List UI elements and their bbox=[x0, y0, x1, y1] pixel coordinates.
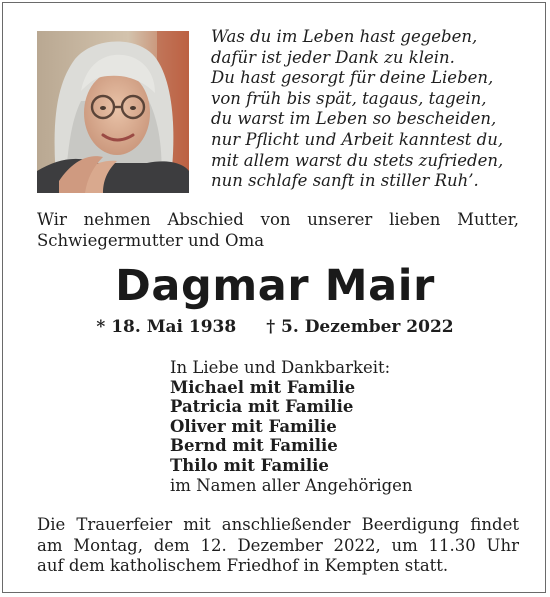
death-date: † 5. Dezember 2022 bbox=[266, 317, 454, 337]
word: Uhr bbox=[486, 535, 519, 555]
word: am bbox=[37, 535, 63, 555]
word: um bbox=[391, 535, 418, 555]
mourner-name: Bernd mit Familie bbox=[170, 436, 338, 456]
deceased-name: Dagmar Mair bbox=[115, 261, 435, 311]
poem bbox=[211, 27, 541, 192]
poem-line: dafür ist jeder Dank zu klein. bbox=[211, 47, 455, 67]
portrait-image bbox=[37, 31, 189, 193]
mourner-name: Thilo mit Familie bbox=[170, 455, 329, 475]
word: Mutter, bbox=[457, 210, 519, 229]
poem-line: du warst im Leben so bescheiden, bbox=[211, 109, 497, 129]
birth-date: * 18. Mai 1938 bbox=[96, 317, 237, 337]
poem-line: nun schlafe sanft in stiller Ruh’. bbox=[211, 171, 479, 191]
life-dates bbox=[3, 317, 547, 337]
funeral-service-info bbox=[37, 515, 519, 577]
word: Trauerfeier bbox=[76, 515, 173, 534]
obituary-card bbox=[2, 2, 546, 593]
mourner-name: Oliver mit Familie bbox=[170, 416, 337, 436]
mourner-name: Patricia mit Familie bbox=[170, 397, 354, 417]
portrait-photo bbox=[37, 31, 189, 193]
service-line-3: auf dem katholischem Friedhof in Kempten statt. bbox=[37, 556, 449, 576]
service-line-1 bbox=[37, 515, 519, 536]
word: Montag, bbox=[73, 535, 143, 555]
word: 11.30 bbox=[428, 535, 476, 555]
word: Dezember bbox=[237, 535, 323, 555]
poem-line: Was du im Leben hast gegeben, bbox=[211, 27, 478, 46]
mourners-list bbox=[170, 358, 413, 495]
word: 2022, bbox=[333, 535, 381, 555]
word: Wir bbox=[37, 210, 67, 229]
word: dem bbox=[153, 535, 190, 555]
farewell-intro-line-2: Schwiegermutter und Oma bbox=[37, 231, 265, 250]
word: unserer bbox=[307, 210, 373, 229]
farewell-intro bbox=[37, 209, 519, 251]
poem-line: mit allem warst du stets zufrieden, bbox=[211, 150, 504, 170]
mourners-intro: In Liebe und Dankbarkeit: bbox=[170, 358, 391, 377]
poem-line: von früh bis spät, tagaus, tagein, bbox=[211, 88, 487, 108]
word: Die bbox=[37, 515, 66, 534]
word: findet bbox=[470, 515, 519, 534]
word: Beerdigung bbox=[361, 515, 460, 534]
farewell-intro-line-1 bbox=[37, 209, 519, 230]
word: anschließender bbox=[221, 515, 351, 534]
word: Abschied bbox=[167, 210, 244, 229]
word: 12. bbox=[200, 535, 227, 555]
word: lieben bbox=[389, 210, 441, 229]
word: mit bbox=[183, 515, 211, 534]
word: nehmen bbox=[83, 210, 151, 229]
poem-line: nur Pflicht und Arbeit kanntest du, bbox=[211, 129, 504, 149]
service-line-2 bbox=[37, 536, 519, 557]
mourner-name: Michael mit Familie bbox=[170, 377, 356, 397]
mourners-closing: im Namen aller Angehörigen bbox=[170, 475, 413, 495]
poem-line: Du hast gesorgt für deine Lieben, bbox=[211, 68, 494, 88]
word: von bbox=[260, 210, 291, 229]
